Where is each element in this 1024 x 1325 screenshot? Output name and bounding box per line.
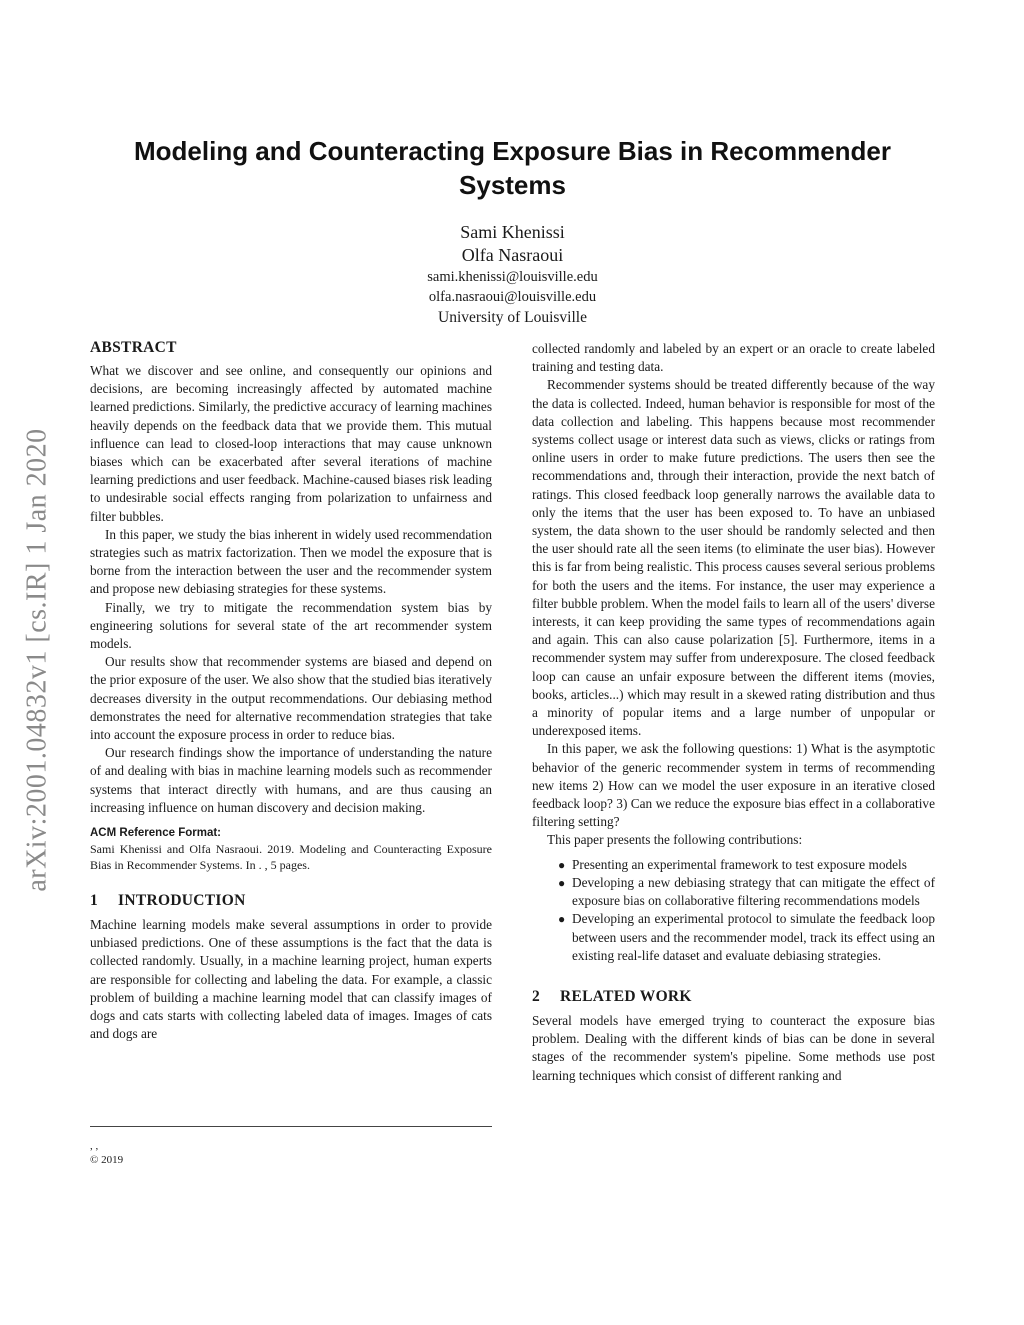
abstract-paragraph: What we discover and see online, and consequently our opinions and decisions, are becoming increasingly affected by automated machine learned predictions. Similarly, the predictive accuracy of learning machines heavily depends on the feedback data that we provide them. This mutual influence can lead to closed-loop interactions that may cause unknown biases which can be exacerbated after several iterations of machine learning predictions and user feedback. Machine-caused biases risk leading to undesirable social effects ranging from polarization to unfairness and filter bubbles. <box>90 363 492 524</box>
bullet-icon: ● <box>558 857 566 872</box>
acm-reference-text: Sami Khenissi and Olfa Nasraoui. 2019. Modeling and Counteracting Exposure Bias in Recommender Systems. In . , 5 pages. <box>90 842 492 873</box>
arxiv-identifier <box>8 380 68 940</box>
acm-reference-heading: ACM Reference Format: <box>90 827 221 840</box>
bullet-icon: ● <box>558 912 566 927</box>
abstract-paragraph: Our research findings show the importance of understanding the nature of and dealing with bias in machine learning models such as recommender systems that interact directly with humans, and are thus causing an increasing influence on human discovery and decision making. <box>90 745 492 815</box>
introduction-paragraph: collected randomly and labeled by an expert or an oracle to create labeled training and testing data. <box>532 341 935 375</box>
author-name: Olfa Nasraoui <box>461 245 564 265</box>
contribution-text: Presenting an experimental framework to test exposure models <box>572 856 907 872</box>
related-work-paragraph: Several models have emerged trying to counteract the exposure bias problem. Dealing with the different kinds of bias can be done in several stages of the recommender system's pipeline. Some methods use post learning techniques which consist of different ranking and <box>532 1012 935 1083</box>
abstract-paragraph: Our results show that recommender systems are biased and depend on the prior exposure of the user. We also show that the studied bias iteratively decreases diversity in the output recommendations. Our debiasing method demonstrates the need for alternative recommendation strategies that take into account the exposure process in order to reduce bias. <box>90 654 492 743</box>
abstract-paragraph: In this paper, we study the bias inherent in widely used recommendation strategies such as matrix factorization. Then we model the exposure that is borne from the interaction between the user and the recommender system and propose new debiasing strategies for these systems. <box>90 526 492 597</box>
copyright-line: © 2019 <box>90 1154 124 1166</box>
author-name: Sami Khenissi <box>460 222 565 242</box>
contribution-item <box>532 874 935 910</box>
contribution-text: Developing a new debiasing strategy that can mitigate the effect of exposure bias on collaborative filtering recommendations models <box>572 874 935 909</box>
section-title: INTRODUCTION <box>118 892 246 910</box>
author-email: olfa.nasraoui@louisville.edu <box>428 289 597 305</box>
abstract-paragraph: Finally, we try to mitigate the recommendation system bias by engineering solutions for several state of the art recommender system models. <box>90 599 492 652</box>
contribution-item <box>532 910 935 965</box>
contribution-item <box>532 856 935 874</box>
arxiv-identifier-text: arXiv:2001.04832v1 [cs.IR] 1 Jan 2020 <box>22 428 54 892</box>
left-column <box>90 338 492 1044</box>
introduction-paragraph: In this paper, we ask the following questions: 1) What is the asymptotic behavior of the generic recommender system in terms of recommending new items 2) How can we model the user exposure in an iterative closed feedback loop? 3) Can we reduce the exposure bias effect in a collaborative filtering setting? <box>532 741 935 830</box>
section-title: RELATED WORK <box>560 987 692 1005</box>
author-email: sami.khenissi@louisville.edu <box>427 269 598 285</box>
section-number: 2 <box>532 987 541 1005</box>
author-affiliation: University of Louisville <box>438 309 587 326</box>
author-block <box>90 221 935 328</box>
contribution-list <box>532 856 935 965</box>
right-column <box>532 340 935 1085</box>
related-work-heading <box>532 987 935 1007</box>
introduction-heading <box>90 891 492 911</box>
footnote <box>90 1126 492 1167</box>
introduction-paragraph: Machine learning models make several assumptions in order to provide unbiased predictions. One of these assumptions is the fact that the data is collected randomly. Usually, in a machine learning project, human experts are responsible for collecting and labeling the data. For example, a classic problem of building a machine learning model that can classify images of dogs and cats starts with collecting labeled data of images. Images of cats and dogs are <box>90 917 492 1042</box>
introduction-paragraph: Recommender systems should be treated differently because of the way the data is collected. Indeed, human behavior is responsible for most of the data collection and labeling. This happens because most recommender systems collect usage or interest data such as views, clicks or ratings from online users in order to make future predictions. The users then see the recommendations and, through their interaction, provide the next batch of ratings. This closed feedback loop generally narrows the available data to only the items that the user has been exposed to. To have an unbiased system, the data shown to the user should be randomly selected and then the user should rate all the seen items (to eliminate the user bias). However this is far from being realistic. This process causes several serious problems for both the users and the items. For instance, the user may experience a filter bubble problem. When the model fails to learn all of the users' diverse interests, it can keep providing the same types of recommendations again and again. This can also cause polarization [5]. Furthermore, items in a recommender system may suffer from underexposure. The closed feedback loop can cause an unfair exposure between the different items (movies, books, articles...) which may result in a skewed rating distribution and thus a minority of popular items and a large number of unpopular or underexposed items. <box>532 377 935 739</box>
introduction-paragraph: This paper presents the following contributions: <box>547 832 803 848</box>
footnote-line: , , <box>90 1140 99 1152</box>
bullet-icon: ● <box>558 875 566 890</box>
section-number: 1 <box>90 892 99 910</box>
contribution-text: Developing an experimental protocol to simulate the feedback loop between users and the recommender model, track its effect using an existing real-life dataset and evaluate debiasing strategies. <box>572 911 935 963</box>
abstract-heading: ABSTRACT <box>90 339 177 356</box>
paper-title: Modeling and Counteracting Exposure Bias in Recommender Systems <box>133 136 891 200</box>
